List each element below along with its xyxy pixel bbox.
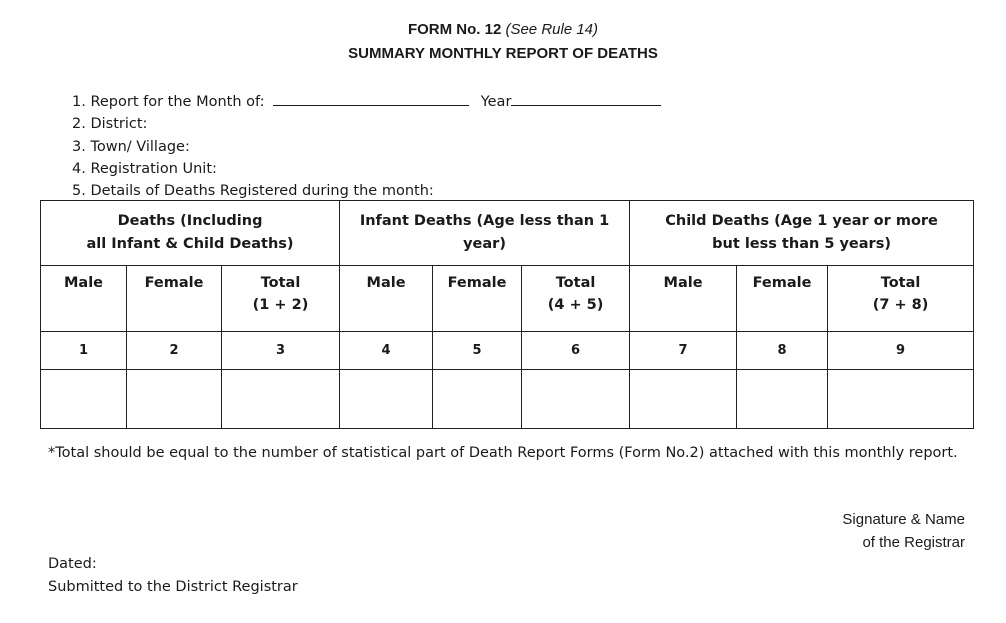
group-infant-deaths: Infant Deaths (Age less than 1 year) [340,201,630,266]
col-header: Female [127,266,222,332]
entry-row [41,370,974,429]
col-header: Male [630,266,737,332]
column-number: 5 [433,332,522,370]
col-header: Male [340,266,433,332]
district-label: 2. District: [72,116,148,133]
entry-cell-female-infant[interactable] [433,370,522,429]
entry-cell-total-infant[interactable] [522,370,630,429]
details-label: 5. Details of Deaths Registered during the month: [72,183,434,200]
col-header: Male [41,266,127,332]
entry-cell-female-child[interactable] [737,370,828,429]
col-header: Total (1 + 2) [222,266,340,332]
col-header: Female [433,266,522,332]
column-number: 8 [737,332,828,370]
total-note: *Total should be equal to the number of statistical part of Death Report Forms (Form No.2) attached with this monthly report. [48,445,958,461]
entry-cell-male-infant[interactable] [340,370,433,429]
dated-label: Dated: [48,556,97,572]
form-rule: (See Rule 14) [505,21,599,38]
year-blank[interactable] [511,91,661,106]
col-header: Total (7 + 8) [828,266,974,332]
month-year-row [72,91,661,113]
entry-cell-male-all[interactable] [41,370,127,429]
entry-cell-female-all[interactable] [127,370,222,429]
signature-line1: Signature & Name [842,511,965,528]
col-header: Female [737,266,828,332]
subheader-row [41,266,974,332]
column-number: 6 [522,332,630,370]
entry-cell-total-child[interactable] [828,370,974,429]
column-number: 3 [222,332,340,370]
group-header-row [41,201,974,266]
form-title: SUMMARY MONTHLY REPORT OF DEATHS [348,45,658,62]
deaths-table [40,200,974,429]
column-number: 7 [630,332,737,370]
column-number: 1 [41,332,127,370]
form-number: FORM No. 12 [407,21,502,38]
unit-label: 4. Registration Unit: [72,160,217,177]
column-number-row [41,332,974,370]
town-label: 3. Town/ Village: [72,138,190,155]
month-label: 1. Report for the Month of: [72,94,265,110]
signature-block [842,508,965,554]
signature-line2: of the Registrar [862,534,965,551]
column-number: 9 [828,332,974,370]
submitted-label: Submitted to the District Registrar [48,579,298,595]
month-blank[interactable] [273,91,469,106]
form-heading [0,21,1006,38]
report-fields [72,91,661,202]
col-header: Total (4 + 5) [522,266,630,332]
group-child-deaths: Child Deaths (Age 1 year or more but less than 5 years) [630,201,974,266]
year-label: Year [480,94,512,110]
column-number: 4 [340,332,433,370]
column-number: 2 [127,332,222,370]
entry-cell-total-all[interactable] [222,370,340,429]
entry-cell-male-child[interactable] [630,370,737,429]
footer-block [48,553,298,599]
group-all-deaths: Deaths (Including all Infant & Child Deaths) [41,201,340,266]
